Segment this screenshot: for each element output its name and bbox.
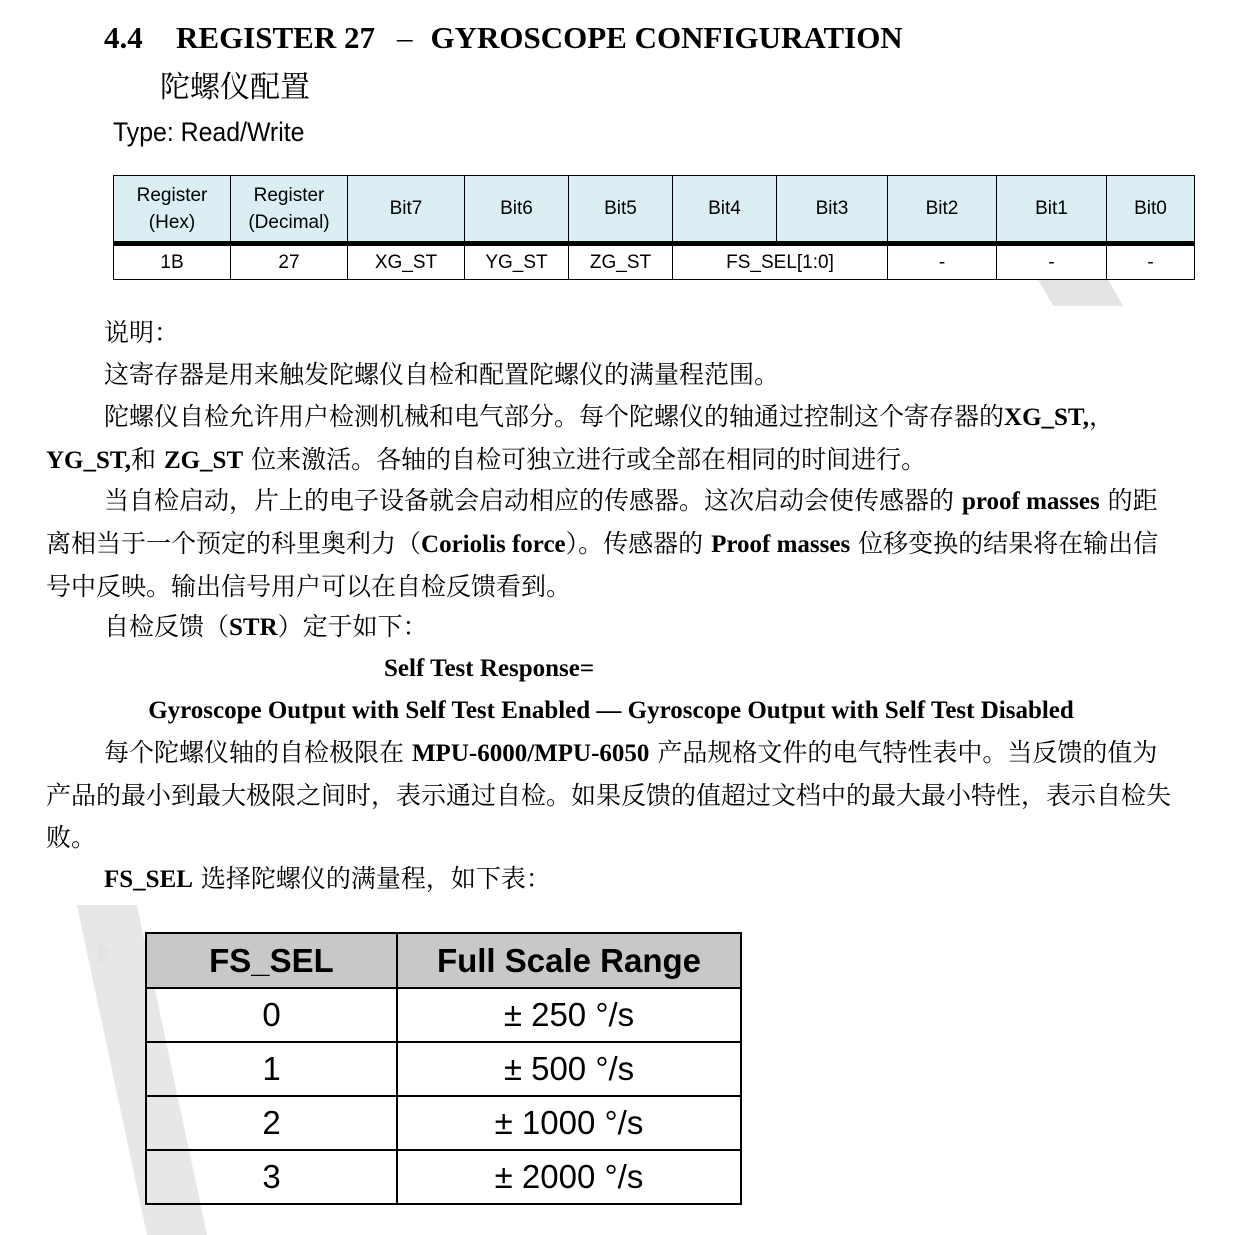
fs-sel-value: 0 — [146, 988, 397, 1042]
header-bit4: Bit4 — [673, 176, 777, 244]
cell-bit0: - — [1107, 244, 1195, 280]
fs-sel-value: 2 — [146, 1096, 397, 1150]
term-mpu: MPU-6000/MPU-6050 — [411, 740, 650, 767]
fs-sel-table — [145, 932, 742, 1205]
header-bit6: Bit6 — [465, 176, 569, 244]
header-bit0: Bit0 — [1107, 176, 1195, 244]
range-value: ± 500 °/s — [397, 1042, 741, 1096]
header-fs-sel: FS_SEL — [146, 933, 397, 988]
register-type: Type: Read/Write — [113, 117, 305, 147]
description-label: 说明： — [104, 318, 180, 347]
term-coriolis-force: Coriolis force — [421, 531, 566, 558]
paragraph-6: FS_SEL 选择陀螺仪的满量程，如下表： — [104, 864, 551, 893]
term-proof-masses: proof masses — [961, 488, 1100, 515]
cell-bit6: YG_ST — [465, 244, 569, 280]
range-value: ± 1000 °/s — [397, 1096, 741, 1150]
table-row — [146, 1042, 741, 1096]
fs-table-header-row — [146, 933, 741, 988]
section-heading — [104, 20, 903, 56]
paragraph-4: 自检反馈（STR）定于如下： — [104, 612, 428, 641]
range-value: ± 250 °/s — [397, 988, 741, 1042]
section-title: REGISTER 27 — [176, 20, 375, 55]
register-table-row — [114, 244, 1195, 280]
section-name: GYROSCOPE CONFIGURATION — [430, 20, 903, 55]
formula-line-1: Self Test Response= — [384, 655, 595, 682]
table-row — [146, 988, 741, 1042]
register-table — [113, 175, 1195, 280]
section-number: 4.4 — [104, 20, 143, 55]
paragraph-2: 陀螺仪自检允许用户检测机械和电气部分。每个陀螺仪的轴通过控制这个寄存器的XG_ST,，YG_ST,和 ZG_ST 位来激活。各轴的自检可独立进行或全部在相同的时间进行。 — [46, 402, 1115, 474]
term-yg-st: YG_ST, — [46, 447, 131, 474]
cell-bit7: XG_ST — [348, 244, 465, 280]
header-bit5: Bit5 — [569, 176, 673, 244]
term-str: STR — [229, 614, 278, 641]
fs-sel-value: 1 — [146, 1042, 397, 1096]
section-subtitle: 陀螺仪配置 — [160, 70, 310, 105]
header-register-decimal: Register (Decimal) — [231, 176, 348, 244]
paragraph-1: 这寄存器是用来触发陀螺仪自检和配置陀螺仪的满量程范围。 — [104, 360, 780, 389]
header-bit7: Bit7 — [348, 176, 465, 244]
header-register-hex: Register (Hex) — [114, 176, 231, 244]
header-bit3: Bit3 — [777, 176, 888, 244]
register-table-header-row — [114, 176, 1195, 244]
cell-bit4-3: FS_SEL[1:0] — [673, 244, 888, 280]
term-fs-sel: FS_SEL — [104, 866, 193, 893]
table-row — [146, 1096, 741, 1150]
term-proof-masses-2: Proof masses — [711, 531, 851, 558]
term-zg-st: ZG_ST — [163, 447, 244, 474]
range-value: ± 2000 °/s — [397, 1150, 741, 1204]
section-dash: – — [396, 20, 413, 55]
formula-line-2: Gyroscope Output with Self Test Enabled — Gyroscope Output with Self Test Disabled — [148, 697, 1074, 724]
fs-sel-value: 3 — [146, 1150, 397, 1204]
term-xg-st: XG_ST, — [1004, 404, 1089, 431]
cell-bit1: - — [997, 244, 1107, 280]
table-row — [146, 1150, 741, 1204]
header-full-scale-range: Full Scale Range — [397, 933, 741, 988]
header-bit1: Bit1 — [997, 176, 1107, 244]
paragraph-5: 每个陀螺仪轴的自检极限在 MPU-6000/MPU-6050 产品规格文件的电气特性表中。当反馈的值为产品的最小到最大极限之间时，表示通过自检。如果反馈的值超过文档中的最大最小特性，表示自检失败。 — [46, 738, 1172, 852]
cell-bit5: ZG_ST — [569, 244, 673, 280]
header-bit2: Bit2 — [888, 176, 997, 244]
cell-bit2: - — [888, 244, 997, 280]
paragraph-3: 当自检启动，片上的电子设备就会启动相应的传感器。这次启动会使传感器的 proof masses 的距离相当于一个预定的科里奥利力（Coriolis force）。传感器的 Proof masses 位移变换的结果将在输出信号中反映。输出信号用户可以在自检反馈看到。 — [46, 486, 1159, 601]
cell-decimal: 27 — [231, 244, 348, 280]
cell-hex: 1B — [114, 244, 231, 280]
